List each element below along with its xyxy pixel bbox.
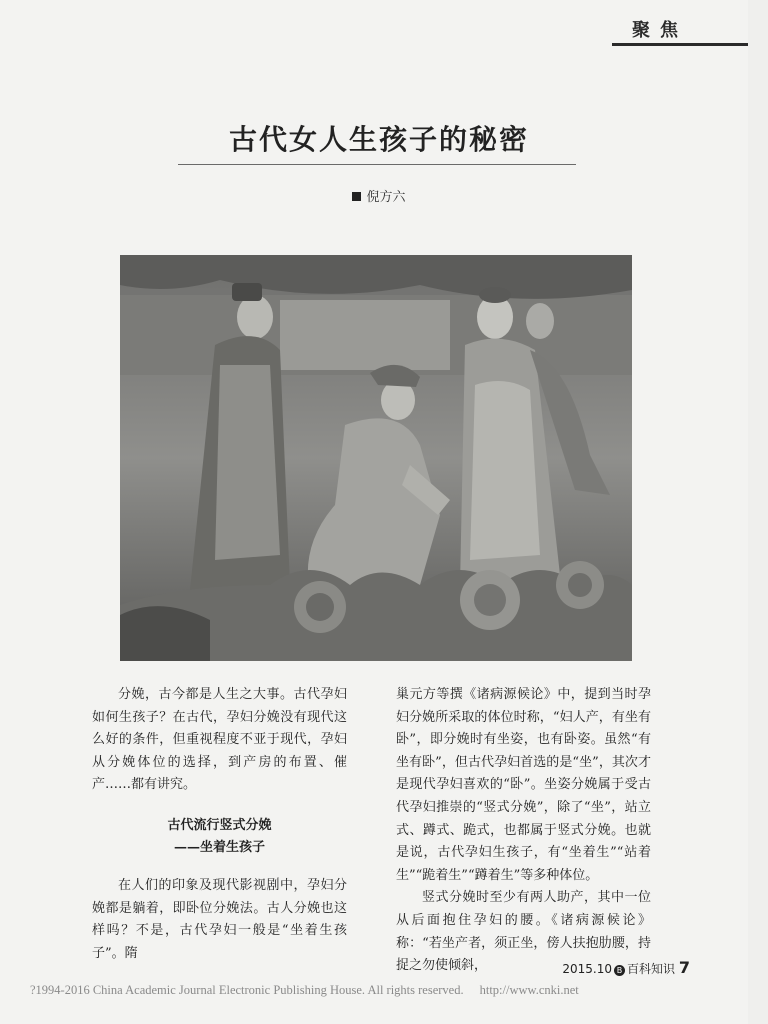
- article-author: [120, 186, 638, 205]
- subheading-line-2: ——坐着生孩子: [173, 839, 265, 855]
- body-paragraph-3: 竖式分娩时至少有两人助产，其中一位从后面抱住孕妇的腰。《诸病源候论》称：“若坐产者，须正坐，傍人扶抱肋腰，持捉之勿使倾斜，: [396, 890, 651, 974]
- body-paragraph-2: 巢元方等撰《诸病源候论》中，提到当时孕妇分娩所采取的体位时称，“妇人产，有坐有卧”，即分娩时有坐姿，也有卧姿。虽然“有坐有卧”，但古代孕妇首选的是“坐”，其次才是现代孕妇喜欢的“卧”。坐姿分娩属于受古代孕妇推崇的“竖式分娩”，除了“坐”，站立式、蹲式、跪式，也都属于竖式分娩。也就是说，古代孕妇生孩子，有“坐着生”“站着生”“跪着生”“蹲着生”等多种体位。: [396, 687, 651, 883]
- body-paragraph-1: 在人们的印象及现代影视剧中，孕妇分娩都是躺着，即卧位分娩法。古人分娩也这样吗？不是，古代孕妇一般是“坐着生孩子”。隋: [92, 877, 347, 961]
- author-name: 倪方六: [366, 190, 406, 205]
- page-footer: [562, 958, 690, 977]
- stone-sculpture-photo-icon: [120, 255, 632, 661]
- article-photo: [120, 255, 632, 661]
- section-subheading: [92, 815, 347, 859]
- title-divider: [178, 164, 576, 165]
- left-column: [92, 684, 347, 965]
- copyright-text: ?1994-2016 China Academic Journal Electronic Publishing House. All rights reserved.: [30, 983, 464, 997]
- page-number: 7: [678, 958, 690, 977]
- section-tag-rule: [612, 43, 748, 46]
- source-url[interactable]: http://www.cnki.net: [479, 983, 579, 997]
- intro-paragraph: 分娩，古今都是人生之大事。古代孕妇如何生孩子？在古代，孕妇分娩没有现代这么好的条件，但重视程度不亚于现代，孕妇从分娩体位的选择，到产房的布置、催产……都有讲究。: [92, 687, 347, 793]
- section-tag: 聚焦: [632, 20, 688, 41]
- issue-badge: B: [614, 965, 625, 976]
- subheading-line-1: 古代流行竖式分娩: [167, 817, 272, 833]
- article-title: 古代女人生孩子的秘密: [228, 123, 529, 156]
- right-column: [396, 684, 651, 978]
- copyright-notice: [30, 983, 730, 998]
- issue-date: 2015.10: [562, 962, 613, 976]
- author-square-icon: [352, 192, 361, 201]
- magazine-name: 百科知识: [627, 962, 676, 976]
